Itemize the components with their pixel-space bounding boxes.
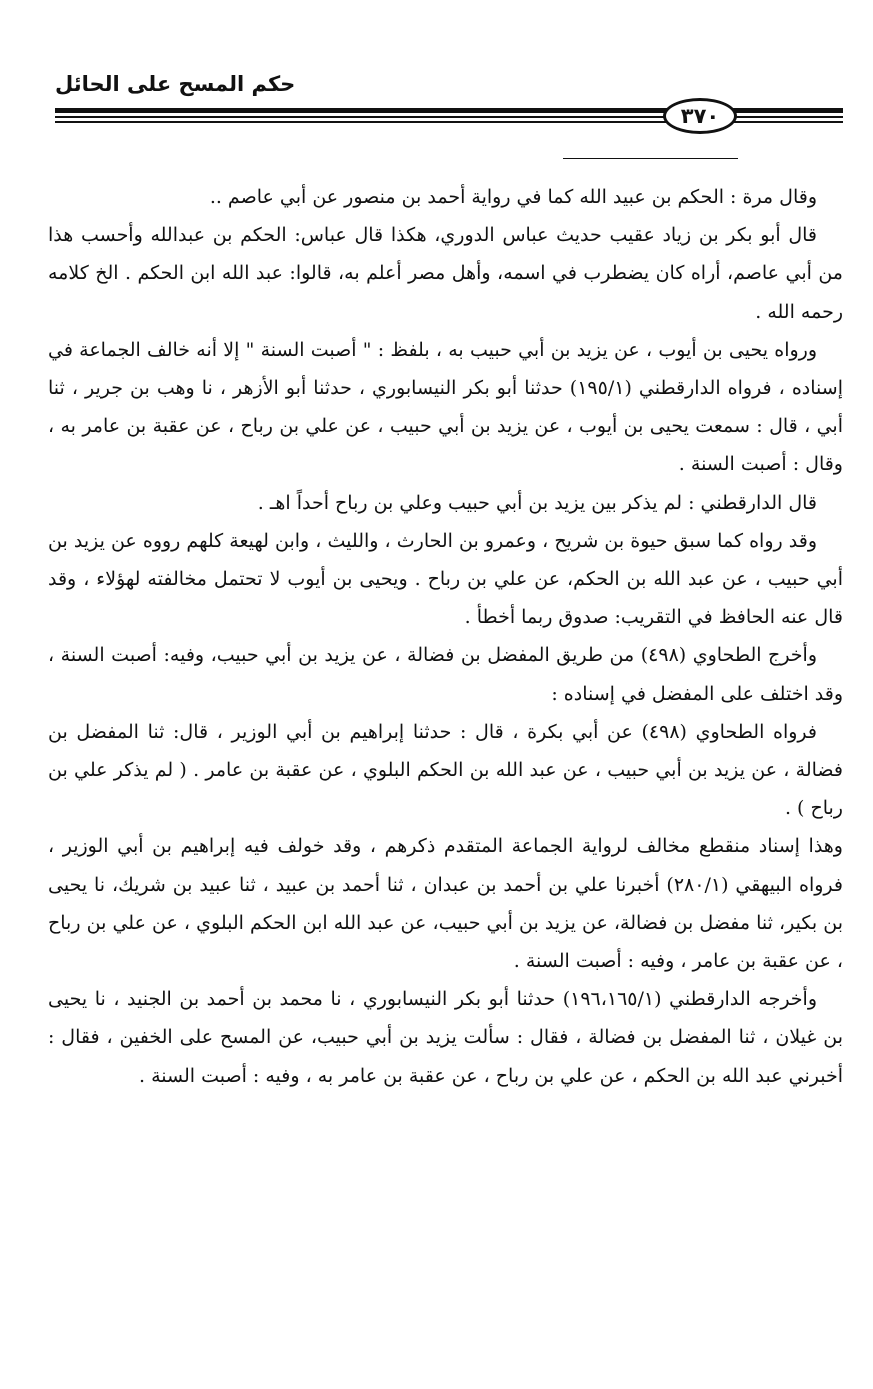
body-text <box>48 178 843 1095</box>
running-header-title: حكم المسح على الحائل <box>55 72 296 96</box>
paragraph: قال الدارقطني : لم يذكر بين يزيد بن أبي حبيب وعلي بن رباح أحداً اهـ . <box>257 491 817 514</box>
paragraph: فرواه الطحاوي (٤٩٨) عن أبي بكرة ، قال : حدثنا إبراهيم بن أبي الوزير ، قال: ثنا المفضل بن فضالة ، عن يزيد بن أبي حبيب ، عن عبد الله بن الحكم البلوي ، عن عقبة بن عامر . ( لم يذكر علي بن رباح ) . <box>48 720 843 820</box>
page-number: ٣٧٠ <box>663 98 737 134</box>
paragraph: وأخرج الطحاوي (٤٩٨) من طريق المفضل بن فضالة ، عن يزيد بن أبي حبيب، وفيه: أصبت السنة ، وقد اختلف على المفضل في إسناده : <box>48 644 843 705</box>
paragraph: وقال مرة : الحكم بن عبيد الله كما في رواية أحمد بن منصور عن أبي عاصم .. <box>209 186 817 208</box>
paragraph: وأخرجه الدارقطني (١٩٦،١٦٥/١) حدثنا أبو بكر النيسابوري ، نا محمد بن أحمد بن الجنيد ، نا يحيى بن غيلان ، ثنا المفضل بن فضالة ، فقال : سألت يزيد بن أبي حبيب، عن المسح على الخفين ، فقال : أخبرني عبد الله بن الحكم ، عن علي بن رباح ، عن عقبة بن عامر به ، وفيه : أصبت السنة . <box>48 988 843 1087</box>
paragraph: قال أبو بكر بن زياد عقيب حديث عباس الدوري، هكذا قال عباس: الحكم بن عبدالله وأحسب هذا من أبي عاصم، أراه كان يضطرب في اسمه، وأهل مصر أعلم به، قالوا: عبد الله ابن الحكم . الخ كلامه رحمه الله . <box>48 224 843 323</box>
paragraph: وهذا إسناد منقطع مخالف لرواية الجماعة المتقدم ذكرهم ، وقد خولف فيه إبراهيم بن أبي الوزير ، فرواه البيهقي (٢٨٠/١) أخبرنا علي بن أحمد بن عبدان ، ثنا أحمد بن عبيد ، ثنا عبيد بن شريك، نا يحيى بن بكير، ثنا مفضل بن فضالة، عن يزيد بن أبي حبيب، عن عبد الله ابن الحكم البلوي ، عن علي بن رباح ، عن عقبة بن عامر ، وفيه : أصبت السنة . <box>48 835 843 973</box>
separator-line <box>563 158 738 159</box>
paragraph: ورواه يحيى بن أيوب ، عن يزيد بن أبي حبيب به ، بلفظ : " أصبت السنة " إلا أنه خالف الجماعة في إسناده ، فرواه الدارقطني (١٩٥/١) حدثنا أبو بكر النيسابوري ، حدثنا أبو الأزهر ، نا وهب بن جرير ، ثنا أبي ، قال : سمعت يحيى بن أيوب ، عن يزيد بن أبي حبيب ، عن علي بن رباح ، عن عقبة بن عامر به ، وقال : أصبت السنة . <box>48 338 843 476</box>
paragraph: وقد رواه كما سبق حيوة بن شريح ، وعمرو بن الحارث ، والليث ، وابن لهيعة كلهم رووه عن يزيد بن أبي حبيب ، عن عبد الله بن الحكم، عن علي بن رباح . ويحيى بن أيوب لا تحتمل مخالفته لهؤلاء ، وقد قال عنه الحافظ في التقريب: صدوق ربما أخطأ . <box>48 529 843 629</box>
